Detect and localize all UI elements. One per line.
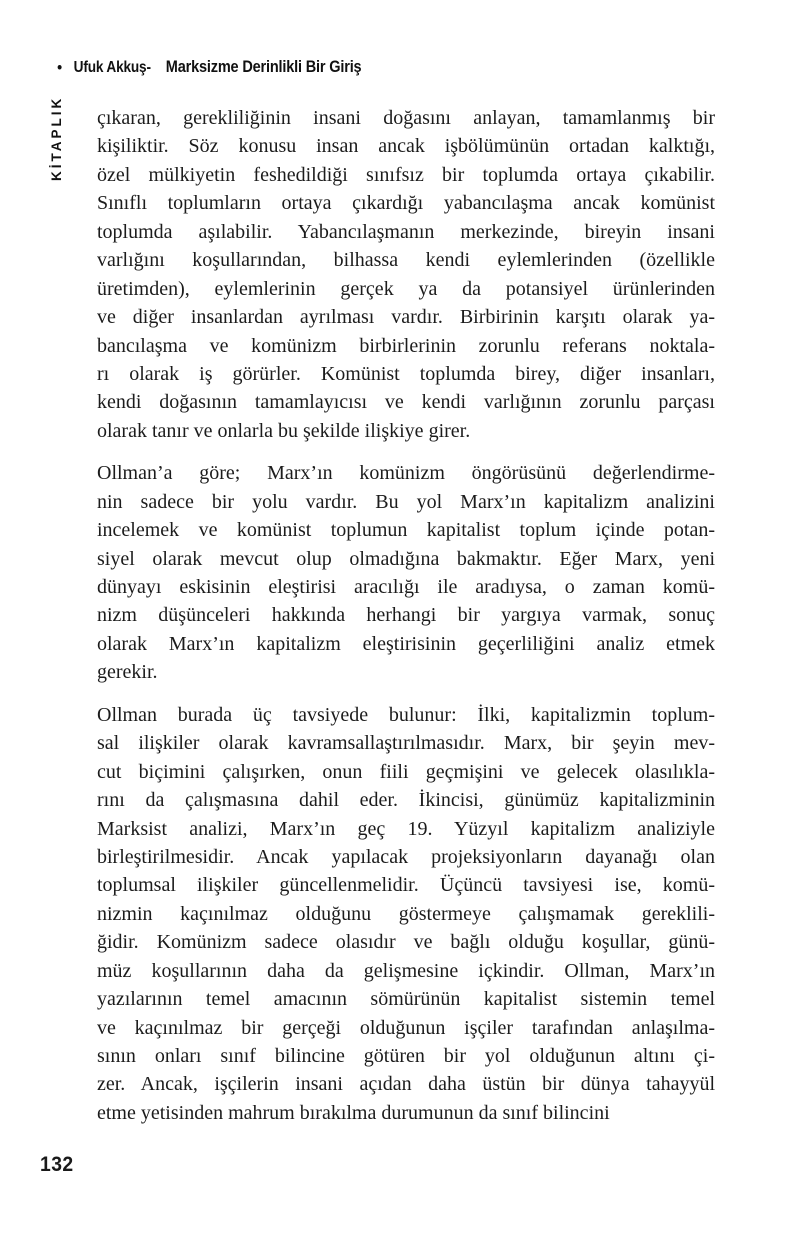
text-line: sal ilişkiler olarak kavramsallaştırılmasıdır. Marx, bir şeyin mev- — [97, 732, 715, 755]
text-line: ve kaçınılmaz bir gerçeği olduğunun işçiler tarafından anlaşılma- — [97, 1016, 715, 1039]
paragraph — [97, 459, 715, 687]
text-line: incelemek ve komünist toplumun kapitalist toplum içinde potan- — [97, 519, 715, 542]
text-line: yazılarının temel amacının sömürünün kapitalist sistemin temel — [97, 988, 715, 1011]
text-line: özel mülkiyetin feshedildiği sınıfsız bir toplumda ortaya çıkabilir. — [97, 163, 715, 186]
text-line: rı olarak iş görürler. Komünist toplumda birey, diğer insanları, — [97, 362, 715, 385]
author-name: Ufuk Akkuş- — [73, 58, 151, 76]
running-head — [57, 58, 361, 77]
text-line: bancılaşma ve komünizm birbirlerinin zorunlu referans noktala- — [97, 334, 715, 357]
text-line: üretimden), eylemlerinin gerçek ya da potansiyel ürünlerinden — [97, 277, 715, 300]
paragraph — [97, 104, 715, 445]
text-line: nin sadece bir yolu vardır. Bu yol Marx’ın kapitalizm analizini — [97, 490, 715, 513]
book-title: Marksizme Derinlikli Bir Giriş — [165, 58, 362, 76]
text-line: nizm düşünceleri hakkında herhangi bir yargıya varmak, sonuç — [97, 604, 715, 627]
text-line: varlığını koşullarından, bilhassa kendi eylemlerinden (özellikle — [97, 249, 715, 272]
text-line: ğidir. Komünizm sadece olasıdır ve bağlı olduğu koşullar, günü- — [97, 931, 715, 954]
text-line: Ollman’a göre; Marx’ın komünizm öngörüsünü değerlendirme- — [97, 462, 715, 485]
text-line: ve diğer insanlardan ayrılması vardır. Birbirinin karşıtı olarak ya- — [97, 306, 715, 329]
text-line: cut biçimini çalışırken, onun fiili geçmişini ve gelecek olasılıkla- — [97, 760, 715, 783]
text-line: kendi doğasının tamamlayıcısı ve kendi varlığının zorunlu parçası — [97, 391, 715, 414]
body-text — [97, 104, 715, 1127]
text-line: nizmin kaçınılmaz olduğunu göstermeye çalışmamak gereklili- — [97, 902, 715, 925]
text-line: Sınıflı toplumların ortaya çıkardığı yabancılaşma ancak komünist — [97, 192, 715, 215]
text-line: toplumsal ilişkiler güncellenmelidir. Üçüncü tavsiyesi ise, komü- — [97, 874, 715, 897]
text-line: olarak tanır ve onlarla bu şekilde ilişkiye girer. — [97, 419, 471, 442]
bullet-icon: • — [57, 58, 63, 77]
text-line: Marksist analizi, Marx’ın geç 19. Yüzyıl kapitalizm analiziyle — [97, 817, 715, 840]
text-line: rını da çalışmasına dahil eder. İkincisi, günümüz kapitalizminin — [97, 789, 715, 812]
text-line: dünyayı eskisinin eleştirisi aracılığı ile aradıysa, o zaman komü- — [97, 576, 715, 598]
text-line: çıkaran, gerekliliğinin insani doğasını anlayan, tamamlanmış bir — [97, 107, 715, 129]
text-line: kişiliktir. Söz konusu insan ancak işbölümünün ortadan kalktığı, — [97, 135, 715, 158]
text-line: birleştirilmesidir. Ancak yapılacak projeksiyonların dayanağı olan — [97, 845, 715, 868]
text-line: etme yetisinden mahrum bırakılma durumunun da sınıf bilincini — [97, 1101, 610, 1124]
page-number: 132 — [40, 1153, 74, 1176]
text-line: zer. Ancak, işçilerin insani açıdan daha üstün bir dünya tahayyül — [97, 1073, 715, 1096]
text-line: sının onları sınıf bilincine götüren bir yol olduğunun altını çi- — [97, 1045, 715, 1067]
section-label-vertical: KİTAPLIK — [49, 95, 64, 181]
paragraph — [97, 701, 715, 1128]
text-line: gerekir. — [97, 661, 158, 684]
text-line: olarak Marx’ın kapitalizm eleştirisinin geçerliliğini analiz etmek — [97, 632, 715, 655]
text-line: Ollman burada üç tavsiyede bulunur: İlki, kapitalizmin toplum- — [97, 703, 715, 726]
text-line: siyel olarak mevcut olup olmadığına bakmaktır. Eğer Marx, yeni — [97, 547, 715, 570]
text-line: toplumda aşılabilir. Yabancılaşmanın merkezinde, bireyin insani — [97, 220, 715, 243]
text-line: müz koşullarının daha da gelişmesine içkindir. Ollman, Marx’ın — [97, 959, 715, 982]
